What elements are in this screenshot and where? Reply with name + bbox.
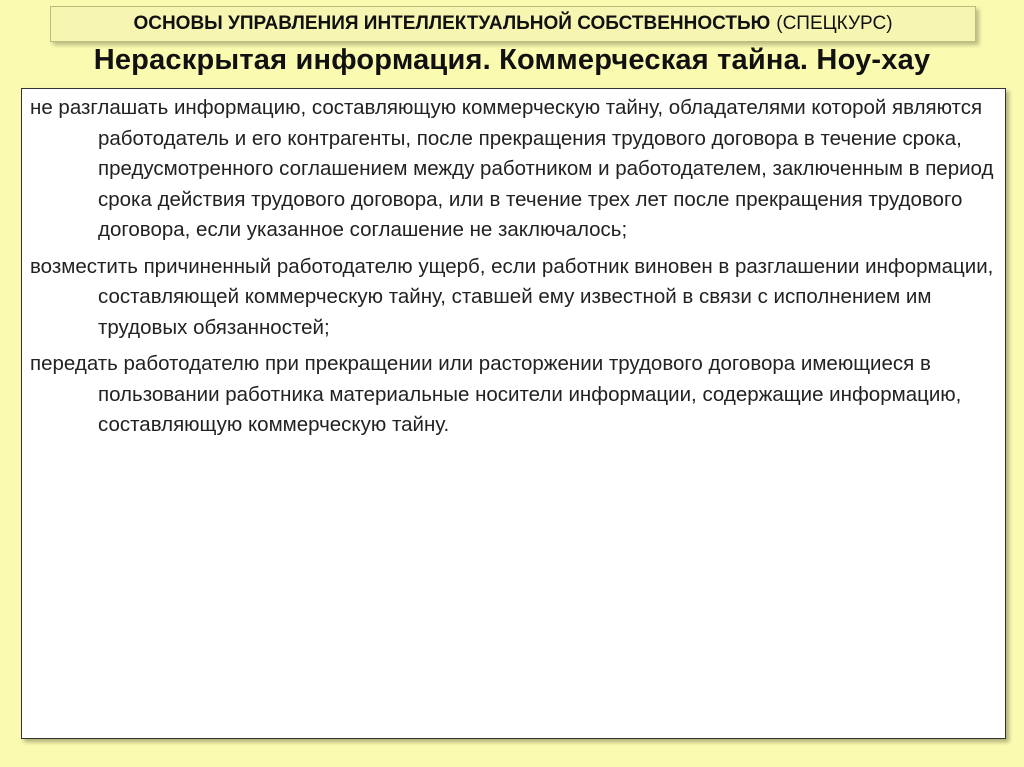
paragraph-nondisclosure: не разглашать информацию, составляющую коммерческую тайну, обладателями которой являются работодатель и его контрагенты, после прекращения трудового договора в течение срока, предусмотренного соглашением между работником и работодателем, заключенным в период срока действия трудового договора, или в течение трех лет после прекращения трудового договора, если указанное соглашение не заключалось;	[30, 96, 994, 241]
course-title-banner	[50, 6, 976, 42]
slide-title: Нераскрытая информация. Коммерческая тайна. Ноу-хау	[93, 44, 931, 76]
course-title-suffix: (СПЕЦКУРС)	[776, 13, 893, 34]
paragraph-return-media: передать работодателю при прекращении или расторжении трудового договора имеющиеся в пользовании работника материальные носители информации, содержащие информацию, составляющую коммерческую тайну.	[30, 352, 962, 436]
paragraph-compensation: возместить причиненный работодателю ущерб, если работник виновен в разглашении информации, составляющей коммерческую тайну, ставшей ему известной в связи с исполнением им трудовых обязанностей;	[30, 254, 994, 339]
content-box	[21, 88, 1006, 739]
course-title-bold: ОСНОВЫ УПРАВЛЕНИЯ ИНТЕЛЛЕКТУАЛЬНОЙ СОБСТВЕННОСТЬЮ	[133, 13, 771, 34]
